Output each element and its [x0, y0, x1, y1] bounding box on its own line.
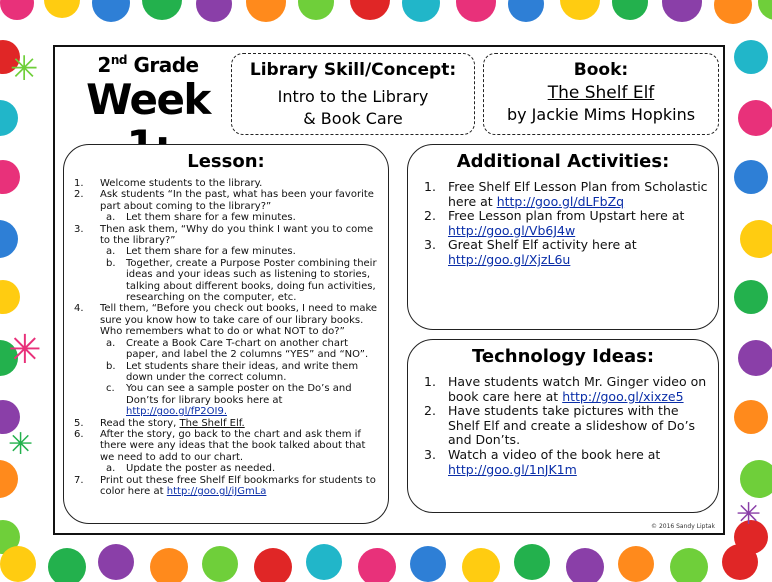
list-item-text: Create a Book Care T-chart on another chart paper, and label the 2 columns “YES” and “NO”. [126, 337, 369, 361]
list-item-text: Great Shelf Elf activity here at [448, 237, 637, 253]
background-dot [92, 0, 130, 22]
background-dot [612, 0, 648, 20]
lesson-plan-sheet [53, 45, 725, 535]
background-dot [508, 0, 544, 22]
background-dot [48, 548, 86, 582]
list-item-text: Print out these free Shelf Elf bookmarks for students to color here at [100, 474, 376, 497]
list-item-number: c. [106, 383, 115, 395]
background-dot [402, 0, 440, 22]
week-header [63, 53, 233, 139]
list-item-number: a. [106, 463, 116, 475]
list-item [72, 418, 378, 429]
list-item-number: 4. [74, 303, 84, 315]
background-dot [44, 0, 80, 18]
grade-suffix: nd [110, 53, 127, 67]
list-item-text: Free Shelf Elf Lesson Plan from Scholastic here at [448, 179, 708, 209]
list-item-number: 1. [424, 179, 436, 194]
list-item-text-block [100, 429, 378, 463]
background-dot [246, 0, 286, 22]
technology-title: Technology Ideas: [471, 346, 655, 367]
background-dot [662, 0, 702, 22]
background-star-icon: ✳ [8, 427, 34, 462]
list-item-text: Have students take pictures with the Shelf Elf and create a slideshow of Do’s and Don’ts. [448, 403, 696, 448]
list-item-text: Read the story, [100, 417, 177, 429]
background-dot [202, 546, 238, 582]
technology-ideas-box [407, 339, 719, 513]
list-item [422, 448, 708, 477]
list-item-text-block [448, 209, 708, 238]
list-item-text: Tell them, “Before you check out books, I need to make sure you know how to take care of our library books. Who remembers what to do or what NOT to do?” [100, 303, 378, 338]
background-dot [738, 340, 772, 376]
background-dot [618, 546, 654, 582]
list-item-number: 7. [74, 474, 84, 486]
list-item-text: After the story, go back to the chart and ask them if there were any ideas that the book talked about that we need to add to our chart. [100, 428, 366, 463]
skill-line-2: & Book Care [303, 109, 403, 128]
background-dot [350, 0, 390, 20]
list-item-text-block [100, 303, 378, 337]
background-dot [456, 0, 496, 22]
list-item-text: Welcome students to the library. [100, 178, 263, 189]
list-item-text-block [448, 404, 708, 448]
background-dot [98, 544, 134, 580]
resource-link[interactable]: http://goo.gl/1nJK1m [448, 461, 577, 477]
book-reference: The Shelf Elf. [179, 417, 245, 429]
skill-line-1: Intro to the Library [277, 87, 429, 106]
book-author: by Jackie Mims Hopkins [506, 105, 696, 124]
list-item-number: 5. [74, 417, 84, 429]
background-dot [298, 0, 334, 20]
grade-number: 2 [97, 53, 111, 77]
list-item [422, 238, 708, 267]
background-dot [196, 0, 232, 22]
resource-link[interactable]: http://goo.gl/iJGmLa [166, 485, 267, 497]
background-dot [738, 100, 772, 136]
list-item-text: Have students watch Mr. Ginger video on book care here at [448, 374, 707, 404]
background-dot [560, 0, 600, 20]
background-dot [0, 546, 36, 582]
skill-title: Library Skill/Concept: [249, 60, 457, 80]
list-item [72, 178, 378, 189]
background-dot [254, 548, 292, 582]
list-item-number: a. [106, 337, 116, 349]
list-item-text-block [100, 178, 378, 189]
grade-label [63, 53, 233, 77]
list-item-text-block [100, 224, 378, 247]
background-dot [722, 544, 758, 580]
list-item-text: You can see a sample poster on the Do’s and Don’ts for library books here at [126, 383, 352, 406]
background-dot [758, 0, 772, 20]
list-item-number: 3. [424, 237, 436, 253]
list-item [72, 246, 378, 257]
list-item-text-block [100, 418, 378, 429]
background-dot [0, 220, 18, 258]
list-item-text: Together, create a Purpose Poster combining their ideas and your ideas such as listening to stories, talking about different books, doing fun activities, researching on the computer, etc. [126, 257, 377, 304]
resource-link[interactable]: http://goo.gl/dLFbZq [496, 193, 625, 209]
activities-title: Additional Activities: [456, 151, 670, 172]
list-item-text-block [100, 189, 378, 212]
list-item-text-block [126, 212, 378, 223]
list-item-text-block [448, 375, 708, 404]
list-item [72, 338, 378, 361]
background-dot [670, 548, 708, 582]
background-dot [358, 548, 396, 582]
list-item [72, 212, 378, 223]
list-item-number: 1. [424, 374, 436, 389]
list-item-number: 2. [424, 208, 436, 224]
list-item [422, 180, 708, 209]
list-item-text-block [126, 246, 378, 257]
list-item [422, 375, 708, 404]
list-item [72, 429, 378, 463]
list-item [72, 383, 378, 417]
list-item [422, 209, 708, 238]
technology-list [408, 367, 718, 477]
background-dot [0, 100, 18, 136]
background-dot [462, 548, 500, 582]
background-dot [734, 400, 768, 434]
list-item-text: Ask students “In the past, what has been your favorite part about coming to the library?” [100, 189, 374, 212]
copyright-text: © 2016 Sandy Liptak [651, 523, 715, 530]
skill-concept-box [231, 53, 475, 135]
list-item-number: 2. [424, 403, 436, 419]
list-item-number: a. [106, 246, 116, 258]
list-item-number: b. [106, 257, 116, 269]
background-dot [514, 544, 550, 580]
background-star-icon: ✳ [8, 327, 42, 373]
list-item-number: 2. [74, 189, 84, 201]
list-item-number: 6. [74, 428, 84, 440]
background-dot [734, 40, 768, 74]
list-item-text: Let them share for a few minutes. [126, 212, 296, 224]
list-item-text: Update the poster as needed. [126, 463, 276, 475]
list-item-number: a. [106, 212, 116, 224]
list-item-text-block [126, 338, 378, 361]
book-box [483, 53, 719, 135]
list-item-text: Watch a video of the book here at [448, 446, 661, 462]
background-dot [714, 0, 752, 24]
background-star-icon: ✳ [10, 49, 39, 89]
background-dot [306, 544, 342, 580]
list-item-text: Then ask them, “Why do you think I want you to come to the library?” [100, 223, 374, 247]
background-dot [734, 160, 768, 194]
background-dot [566, 548, 604, 582]
list-item-text-block [126, 463, 378, 474]
list-item-text-block [126, 258, 378, 304]
list-item [72, 475, 378, 498]
lesson-list [64, 172, 388, 497]
list-item-text: Let students share their ideas, and write them down under the correct column. [126, 360, 359, 383]
list-item-text-block [126, 361, 378, 384]
book-title-label: Book: [573, 60, 629, 80]
grade-word: Grade [133, 53, 199, 77]
background-dot [0, 280, 20, 314]
book-name: The Shelf Elf [547, 83, 655, 103]
list-item-text: Free Lesson plan from Upstart here at [448, 208, 685, 224]
list-item-text-block [100, 475, 378, 498]
list-item-number: 3. [424, 446, 436, 462]
resource-link[interactable]: http://goo.gl/fP2OI9. [126, 406, 227, 418]
list-item-text: Let them share for a few minutes. [126, 246, 296, 258]
background-dot [142, 0, 182, 20]
list-item [422, 404, 708, 448]
background-dot [150, 548, 188, 582]
list-item-number: b. [106, 360, 116, 372]
background-dot [740, 460, 772, 498]
list-item [72, 258, 378, 304]
list-item-number: 3. [74, 223, 84, 235]
list-item-text-block [448, 180, 708, 209]
lesson-title: Lesson: [187, 151, 265, 172]
background-star-icon: ✳ [736, 497, 762, 532]
list-item-text-block [126, 383, 378, 417]
list-item [72, 303, 378, 337]
resource-link[interactable]: http://goo.gl/xixze5 [562, 388, 684, 404]
background-dot [734, 280, 768, 314]
activities-list [408, 172, 718, 268]
week-title: Week [86, 75, 210, 124]
resource-link[interactable]: http://goo.gl/XjzL6u [448, 251, 571, 267]
lesson-box [63, 144, 389, 524]
list-item-text-block [448, 448, 708, 477]
background-dot [0, 160, 20, 194]
resource-link[interactable]: http://goo.gl/Vb6J4w [448, 222, 576, 238]
background-dot [740, 220, 772, 258]
list-item [72, 224, 378, 247]
background-dot [0, 0, 34, 20]
list-item [72, 361, 378, 384]
list-item [72, 463, 378, 474]
background-dot [0, 460, 18, 498]
background-dot [410, 546, 446, 582]
list-item-number: 1. [74, 178, 84, 189]
list-item-text-block [448, 238, 708, 267]
list-item [72, 189, 378, 212]
additional-activities-box [407, 144, 719, 330]
